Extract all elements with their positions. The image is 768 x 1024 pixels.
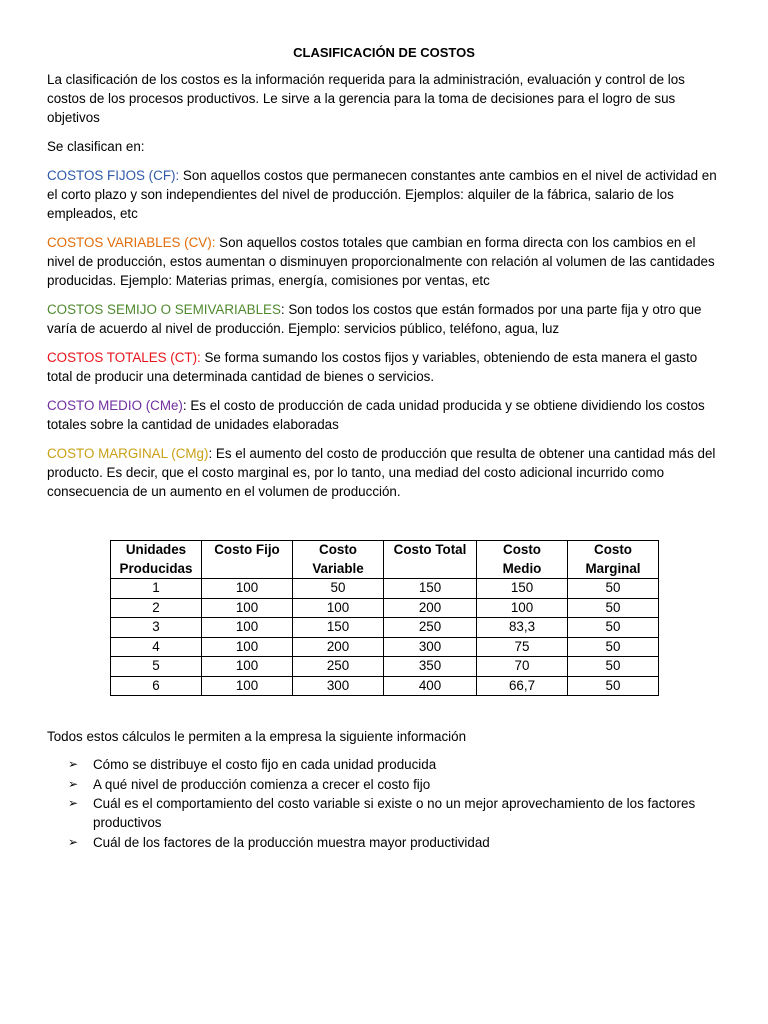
classified-in-label: Se clasifican en: [47, 139, 145, 154]
header-line: Medio [502, 560, 542, 576]
definition-text: : Son todos los costos que están formados por una parte fija y otro que varía de acuerdo al nivel de producción. Ejemplo: servicios público, teléfono, agua, luz [47, 302, 702, 336]
list-item [47, 775, 721, 794]
header-line: Producidas [119, 560, 193, 576]
table-cell: 250 [384, 618, 477, 638]
table-header-cell [477, 541, 568, 579]
table-cell: 250 [293, 657, 384, 677]
bullet-list [47, 755, 721, 852]
arrow-bullet-icon: ➢ [68, 834, 79, 849]
table-cell: 50 [568, 657, 659, 677]
table-cell: 75 [477, 637, 568, 657]
table-cell: 150 [384, 579, 477, 599]
header-line: Costo [594, 542, 632, 557]
list-item-text: Cuál de los factores de la producción muestra mayor productividad [93, 834, 490, 850]
definition-paragraph [47, 348, 721, 386]
definition-text: Son aquellos costos totales que cambian en forma directa con los cambios en el nivel de producción, estos aumentan o disminuyen proporcionalmente con relación al volumen de las cantidades producidas. Ejemplo: Materias primas, energía, comisiones por ventas, etc [47, 235, 715, 288]
arrow-bullet-icon: ➢ [68, 796, 79, 810]
table-cell: 83,3 [477, 618, 568, 638]
definition-term: COSTO MARGINAL (CMg) [47, 446, 209, 461]
table-body [111, 579, 659, 696]
table-cell: 100 [202, 676, 293, 696]
table-row [111, 618, 659, 638]
table-cell: 2 [111, 598, 202, 618]
table-row [111, 637, 659, 657]
table-cell: 4 [111, 637, 202, 657]
definition-text: : Es el costo de producción de cada unidad producida y se obtiene dividiendo los costos totales sobre la cantidad de unidades elaboradas [47, 398, 705, 432]
table-row [111, 598, 659, 618]
table-cell: 50 [568, 676, 659, 696]
header-line: Costo [503, 542, 541, 557]
table-cell: 1 [111, 579, 202, 599]
table-cell: 6 [111, 676, 202, 696]
table-cell: 70 [477, 657, 568, 677]
definitions-list [47, 166, 721, 501]
intro-paragraph: La clasificación de los costos es la información requerida para la administración, evaluación y control de los costos de los procesos productivos. Le sirve a la gerencia para la toma de decisiones para el logro de sus objetivos [47, 72, 685, 125]
arrow-bullet-icon: ➢ [68, 776, 79, 791]
definition-text: Son aquellos costos que permanecen constantes ante cambios en el nivel de actividad en el corto plazo y son independientes del nivel de producción. Ejemplos: alquiler de la fábrica, salario de los empleados, etc [47, 168, 717, 221]
table-cell: 50 [568, 579, 659, 599]
table-cell: 100 [202, 579, 293, 599]
list-item [47, 794, 721, 832]
table-row [111, 579, 659, 599]
table-cell: 3 [111, 618, 202, 638]
document-title: CLASIFICACIÓN DE COSTOS [293, 45, 475, 60]
table-cell: 100 [202, 618, 293, 638]
list-item [47, 833, 721, 852]
definition-term: COSTOS FIJOS (CF): [47, 168, 180, 183]
table-cell: 50 [293, 579, 384, 599]
definition-paragraph [47, 300, 721, 338]
definition-text: Se forma sumando los costos fijos y variables, obteniendo de esta manera el gasto total de producir una determinada cantidad de bienes o servicios. [47, 350, 698, 384]
arrow-bullet-icon: ➢ [68, 757, 79, 771]
table-cell: 400 [384, 676, 477, 696]
table-header-row [111, 541, 659, 579]
table-header-cell [384, 541, 477, 579]
table-cell: 50 [568, 598, 659, 618]
table-cell: 100 [477, 598, 568, 618]
table-cell: 100 [202, 598, 293, 618]
header-line: Marginal [585, 560, 641, 576]
table-cell: 300 [293, 676, 384, 696]
table-cell: 300 [384, 637, 477, 657]
definition-paragraph [47, 444, 721, 501]
definition-term: COSTOS SEMIJO O SEMIVARIABLES [47, 302, 281, 317]
definition-paragraph [47, 396, 721, 434]
list-item-text: A qué nivel de producción comienza a crecer el costo fijo [93, 776, 431, 792]
table-row [111, 676, 659, 696]
definition-term: COSTOS VARIABLES (CV): [47, 235, 216, 250]
list-item-text: Cuál es el comportamiento del costo variable si existe o no un mejor aprovechamiento de los factores productivos [93, 796, 696, 830]
table-cell: 150 [477, 579, 568, 599]
header-line: Variable [312, 560, 364, 576]
definition-paragraph [47, 166, 721, 223]
definition-term: COSTOS TOTALES (CT): [47, 350, 201, 365]
table-cell: 50 [568, 618, 659, 638]
definition-term: COSTO MEDIO (CMe) [47, 398, 183, 413]
table-cell: 66,7 [477, 676, 568, 696]
table-cell: 100 [202, 637, 293, 657]
table-cell: 50 [568, 637, 659, 657]
header-line: Unidades [125, 542, 187, 557]
table-cell: 200 [293, 637, 384, 657]
table-cell: 100 [293, 598, 384, 618]
table-cell: 150 [293, 618, 384, 638]
definition-paragraph [47, 233, 721, 290]
cost-table [110, 540, 659, 696]
header-line: Costo Total [393, 542, 467, 557]
list-item-text: Cómo se distribuye el costo fijo en cada unidad producida [93, 757, 437, 772]
table-cell: 200 [384, 598, 477, 618]
table-cell: 5 [111, 657, 202, 677]
header-line: Costo Fijo [214, 542, 280, 557]
list-item [47, 755, 721, 774]
table-header-cell [202, 541, 293, 579]
header-line: Costo [319, 542, 357, 557]
document-page [47, 40, 721, 852]
summary-intro: Todos estos cálculos le permiten a la empresa la siguiente información [47, 729, 467, 744]
definition-text: : Es el aumento del costo de producción que resulta de obtener una cantidad más del producto. Es decir, que el costo marginal es, por lo tanto, una mediad del costo adicional incurrido como consecuencia de un aumento en el volumen de producción. [47, 446, 716, 499]
table-header-cell [293, 541, 384, 579]
table-cell: 350 [384, 657, 477, 677]
table-row [111, 657, 659, 677]
table-header-cell [111, 541, 202, 579]
table-cell: 100 [202, 657, 293, 677]
table-header-cell [568, 541, 659, 579]
